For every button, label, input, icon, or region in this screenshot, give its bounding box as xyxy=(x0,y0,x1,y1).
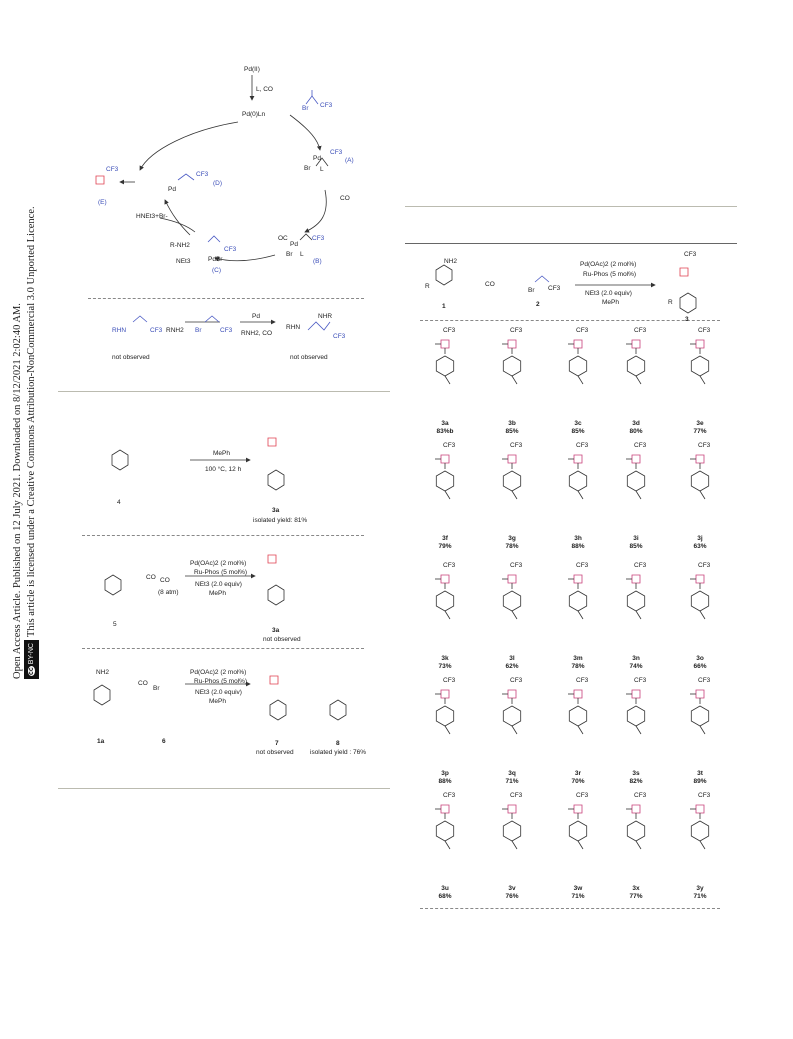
compound-label xyxy=(558,770,598,786)
compound-id: 3u xyxy=(441,885,449,892)
cf3-label: CF3 xyxy=(576,442,589,449)
compound-label xyxy=(616,655,656,671)
cf3-reagent-label: CF3 xyxy=(320,102,333,109)
compound-id: 3i xyxy=(633,535,639,542)
compound-label xyxy=(492,535,532,551)
compound-6: 6 xyxy=(162,738,166,745)
scheme-cond2: Ru-Phos (5 mol%) xyxy=(583,271,637,278)
lactam-ring xyxy=(632,575,640,583)
compound-4: 4 xyxy=(117,499,121,506)
compound-5: 5 xyxy=(113,621,117,628)
compound-yield: 77% xyxy=(629,893,643,900)
compound-id: 3g xyxy=(508,535,516,542)
benzene-ring xyxy=(436,356,453,376)
side-cf3-3: CF3 xyxy=(333,333,346,340)
cf3-label: CF3 xyxy=(698,792,711,799)
compound-label xyxy=(492,770,532,786)
cf3-c-label: CF3 xyxy=(224,246,237,253)
compound-yield: 73% xyxy=(438,663,452,670)
benzene-ring xyxy=(569,471,586,491)
compound-label xyxy=(558,420,598,436)
compound-8: 8 xyxy=(336,740,340,747)
compound-yield: 85% xyxy=(505,428,519,435)
compound-yield: 85% xyxy=(629,543,643,550)
substituent-bond xyxy=(636,726,641,734)
compound-label xyxy=(558,885,598,901)
ctrl3-co: CO xyxy=(138,680,148,687)
cf3-label: CF3 xyxy=(576,792,589,799)
lactam-ring xyxy=(632,455,640,463)
ctrl1-3a: 3a xyxy=(272,507,280,514)
substituent-bond xyxy=(512,491,517,499)
ctrl3-yield: isolated yield : 76% xyxy=(310,749,367,756)
lactam-ring xyxy=(574,805,582,813)
compound-yield: 66% xyxy=(693,663,707,670)
sidebar-line-1: Open Access Article. Published on 12 July 2021. Downloaded on 8/12/2021 2:02:40 AM. xyxy=(12,303,23,679)
scheme-br: Br xyxy=(528,287,535,294)
compound-id: 3f xyxy=(442,535,448,542)
compound-yield: 88% xyxy=(438,778,452,785)
compound-yield: 88% xyxy=(571,543,585,550)
side-rhn2: RHN xyxy=(286,324,301,331)
compound-label xyxy=(680,420,720,436)
ctrl2-notobs: not observed xyxy=(263,636,301,643)
substituent-bond xyxy=(445,491,450,499)
cf3-label: CF3 xyxy=(698,442,711,449)
compound-yield: 78% xyxy=(505,543,519,550)
pd-d-label: Pd xyxy=(168,186,176,193)
scheme-co: CO xyxy=(485,281,495,288)
compound-label xyxy=(680,655,720,671)
br-reagent-label: Br xyxy=(302,105,309,112)
substituent-bond xyxy=(636,611,641,619)
compound-label xyxy=(425,535,465,551)
br-b-label: Br xyxy=(286,251,293,258)
lco-label: L, CO xyxy=(256,86,273,93)
compound-yield: 74% xyxy=(629,663,643,670)
side-rnh2: RNH2 xyxy=(166,327,184,334)
substituent-bond xyxy=(578,376,583,384)
substituent-bond xyxy=(700,491,705,499)
benzene-ring xyxy=(436,591,453,611)
oc-label: OC xyxy=(278,235,288,242)
substituent-bond xyxy=(512,611,517,619)
lactam-ring xyxy=(441,690,449,698)
compound-id: 3o xyxy=(696,655,704,662)
cf3-label: CF3 xyxy=(510,442,523,449)
benzene-ring xyxy=(503,471,520,491)
lactam-ring xyxy=(696,340,704,348)
compound-yield: 70% xyxy=(571,778,585,785)
compound-yield: 62% xyxy=(505,663,519,670)
substituent-bond xyxy=(636,376,641,384)
benzene-ring xyxy=(569,591,586,611)
cf3-label: CF3 xyxy=(443,677,456,684)
cf3-label: CF3 xyxy=(634,677,647,684)
cf3-label: CF3 xyxy=(634,442,647,449)
side-br: Br xyxy=(195,327,202,334)
intermediate-b: (B) xyxy=(313,258,322,265)
cf3-label: CF3 xyxy=(443,562,456,569)
cf3-label: CF3 xyxy=(576,327,589,334)
cf3-label: CF3 xyxy=(576,677,589,684)
substituent-bond xyxy=(578,841,583,849)
compound-id: 3y xyxy=(696,885,704,892)
side-cf3-2: CF3 xyxy=(220,327,233,334)
compound-label xyxy=(558,655,598,671)
cf3-label: CF3 xyxy=(576,562,589,569)
cf3-label: CF3 xyxy=(698,677,711,684)
compound-label xyxy=(680,535,720,551)
substituent-bond xyxy=(445,841,450,849)
compound-label xyxy=(558,535,598,551)
benzene-ring xyxy=(691,471,708,491)
compound-id: 3n xyxy=(632,655,640,662)
ctrl3-meph: MePh xyxy=(209,698,226,705)
compound-id: 3b xyxy=(508,420,516,427)
scheme-cond1: Pd(OAc)2 (2 mol%) xyxy=(580,261,637,268)
cf3-d-label: CF3 xyxy=(196,171,209,178)
l-b-label: L xyxy=(300,251,304,258)
compound-label xyxy=(425,420,465,436)
cf3-label: CF3 xyxy=(443,442,456,449)
compound-id: 3k xyxy=(441,655,449,662)
compound-id: 3m xyxy=(573,655,583,662)
compound-id: 3d xyxy=(632,420,640,427)
compound-yield: 85% xyxy=(571,428,585,435)
amine-label: R-NH2 xyxy=(170,242,190,249)
benzene-ring xyxy=(503,821,520,841)
pd2-label: Pd(II) xyxy=(244,66,260,73)
benzene-ring xyxy=(691,591,708,611)
compound-id: 3e xyxy=(696,420,704,427)
lactam-ring xyxy=(441,340,449,348)
lactam-ring xyxy=(574,690,582,698)
compound-yield: 71% xyxy=(693,893,707,900)
benzene-ring xyxy=(436,471,453,491)
compound-id: 3a xyxy=(441,420,449,427)
ctrl3-nh2: NH2 xyxy=(96,669,110,676)
scheme-r: R xyxy=(425,283,430,290)
benzene-ring xyxy=(627,821,644,841)
lactam-ring xyxy=(574,340,582,348)
lactam-ring xyxy=(696,805,704,813)
scheme-cond3: NEt3 (2.0 equiv) xyxy=(585,290,632,297)
pdbr-label: PdBr xyxy=(208,256,223,263)
ctrl3-not7: not observed xyxy=(256,749,294,756)
cf3-label: CF3 xyxy=(698,562,711,569)
compound-label xyxy=(425,655,465,671)
compound-yield: 71% xyxy=(571,893,585,900)
ctrl2-rup: Ru-Phos (5 mol%) xyxy=(194,569,248,576)
cf3-label: CF3 xyxy=(510,677,523,684)
compound-id: 3q xyxy=(508,770,516,777)
substituent-bond xyxy=(700,726,705,734)
compound-id: 3x xyxy=(632,885,640,892)
ctrl2-atm: (8 atm) xyxy=(158,589,179,596)
sidebar-line-2: This article is licensed under a Creative Commons Attribution-NonCommercial 3.0 Unported Licence. xyxy=(25,206,37,638)
substituent-bond xyxy=(445,611,450,619)
substituent-bond xyxy=(636,491,641,499)
lactam-ring xyxy=(632,805,640,813)
substituent-bond xyxy=(578,611,583,619)
ctrl2-3a: 3a xyxy=(272,627,280,634)
compound-yield: 82% xyxy=(629,778,643,785)
ctrl1-cond: 100 °C, 12 h xyxy=(205,466,242,473)
br-a-label: Br xyxy=(304,165,311,172)
compound-yield: 78% xyxy=(571,663,585,670)
net3-label: NEt3 xyxy=(176,258,191,265)
compound-yield: 71% xyxy=(505,778,519,785)
substituent-bond xyxy=(512,726,517,734)
lactam-ring xyxy=(508,455,516,463)
compound-label xyxy=(680,770,720,786)
side-cf3-1: CF3 xyxy=(150,327,163,334)
compound-id: 3w xyxy=(573,885,583,892)
compound-yield: 79% xyxy=(438,543,452,550)
benzene-ring xyxy=(569,821,586,841)
benzene-ring xyxy=(627,706,644,726)
pd-b-label: Pd xyxy=(290,241,298,248)
lactam-ring xyxy=(441,575,449,583)
cf3-label: CF3 xyxy=(510,327,523,334)
substituent-bond xyxy=(512,376,517,384)
pd-a-label: Pd xyxy=(313,155,321,162)
compound-yield: 89% xyxy=(693,778,707,785)
cf3-a-label: CF3 xyxy=(330,149,343,156)
lactam-ring xyxy=(441,455,449,463)
compound-yield: 76% xyxy=(505,893,519,900)
compound-yield: 83%b xyxy=(436,428,454,435)
substituent-bond xyxy=(700,376,705,384)
substituent-bond xyxy=(636,841,641,849)
ctrl3-rup: Ru-Phos (5 mol%) xyxy=(194,678,248,685)
compound-id: 3v xyxy=(508,885,516,892)
compound-yield: 77% xyxy=(693,428,707,435)
intermediate-d: (D) xyxy=(213,180,223,187)
ctrl3-pd: Pd(OAc)2 (2 mol%) xyxy=(190,669,247,676)
benzene-ring xyxy=(627,591,644,611)
side-pd: Pd xyxy=(252,313,260,320)
benzene-ring xyxy=(691,356,708,376)
lactam-ring xyxy=(632,690,640,698)
benzene-ring xyxy=(436,706,453,726)
scheme-3: 3 xyxy=(685,316,689,323)
substituent-bond xyxy=(700,841,705,849)
compound-id: 3c xyxy=(574,420,582,427)
side-nhr: NHR xyxy=(318,313,333,320)
not-observed-1: not observed xyxy=(112,354,150,361)
cf3-label: CF3 xyxy=(510,792,523,799)
compound-label xyxy=(616,535,656,551)
compound-id: 3j xyxy=(697,535,703,542)
ctrl2-net3: NEt3 (2.0 equiv) xyxy=(195,581,242,588)
substituent-bond xyxy=(578,491,583,499)
cc-badge[interactable]: ccBY-NC xyxy=(24,640,39,679)
substituent-bond xyxy=(700,611,705,619)
benzene-ring xyxy=(627,471,644,491)
compound-label xyxy=(492,420,532,436)
side-rnh2co: RNH2, CO xyxy=(241,330,273,337)
cf3-b-label: CF3 xyxy=(312,235,325,242)
scheme-2: 2 xyxy=(536,301,540,308)
compound-id: 3p xyxy=(441,770,449,777)
substituent-bond xyxy=(445,726,450,734)
compound-label xyxy=(616,770,656,786)
benzene-ring xyxy=(503,591,520,611)
l-a-label: L xyxy=(320,166,324,173)
lactam-ring xyxy=(508,805,516,813)
intermediate-c: (C) xyxy=(212,267,222,274)
benzene-ring xyxy=(691,706,708,726)
cf3-e-label: CF3 xyxy=(106,166,119,173)
co-label: CO xyxy=(340,195,350,202)
lactam-ring xyxy=(696,575,704,583)
compound-yield: 63% xyxy=(693,543,707,550)
cf3-label: CF3 xyxy=(634,327,647,334)
benzene-ring xyxy=(569,706,586,726)
cf3-label: CF3 xyxy=(634,792,647,799)
compound-id: 3h xyxy=(574,535,582,542)
scheme-p-cf3: CF3 xyxy=(684,251,697,258)
compound-label xyxy=(425,770,465,786)
lactam-ring xyxy=(508,690,516,698)
compound-label xyxy=(492,885,532,901)
compound-label xyxy=(425,885,465,901)
cf3-label: CF3 xyxy=(634,562,647,569)
compound-yield: 80% xyxy=(629,428,643,435)
compound-yield: 68% xyxy=(438,893,452,900)
lactam-ring xyxy=(696,690,704,698)
lactam-ring xyxy=(632,340,640,348)
compound-7: 7 xyxy=(275,740,279,747)
compound-id: 3r xyxy=(574,770,582,777)
benzene-ring xyxy=(569,356,586,376)
intermediate-a: (A) xyxy=(345,157,354,164)
ctrl2-co: CO xyxy=(146,574,156,581)
compound-id: 3l xyxy=(509,655,515,662)
compound-1a: 1a xyxy=(97,738,105,745)
benzene-ring xyxy=(627,356,644,376)
lactam-ring xyxy=(696,455,704,463)
lactam-ring xyxy=(574,455,582,463)
ctrl3-br: Br xyxy=(153,685,160,692)
substituent-bond xyxy=(512,841,517,849)
hnet3-label: HNEt3+Br- xyxy=(136,213,168,220)
benzene-ring xyxy=(436,821,453,841)
compound-label xyxy=(616,885,656,901)
compound-label xyxy=(680,885,720,901)
ctrl1-meph: MePh xyxy=(213,450,230,457)
compound-label xyxy=(492,655,532,671)
pd0-label: Pd(0)Ln xyxy=(242,111,266,118)
scheme-cf3: CF3 xyxy=(548,285,561,292)
ctrl1-yield: isolated yield: 81% xyxy=(253,517,308,524)
side-rhn: RHN xyxy=(112,327,127,334)
lactam-ring xyxy=(441,805,449,813)
scheme-nh2: NH2 xyxy=(444,258,458,265)
lactam-ring xyxy=(574,575,582,583)
benzene-ring xyxy=(691,821,708,841)
ctrl2-meph: MePh xyxy=(209,590,226,597)
cf3-label: CF3 xyxy=(510,562,523,569)
intermediate-e: (E) xyxy=(98,199,107,206)
lactam-ring xyxy=(508,575,516,583)
benzene-ring xyxy=(503,356,520,376)
scheme-1: 1 xyxy=(442,303,446,310)
ctrl3-net3: NEt3 (2.0 equiv) xyxy=(195,689,242,696)
substituent-bond xyxy=(445,376,450,384)
substituent-bond xyxy=(578,726,583,734)
benzene-ring xyxy=(503,706,520,726)
scheme-p-r: R xyxy=(668,299,673,306)
compound-label xyxy=(616,420,656,436)
cf3-label: CF3 xyxy=(443,327,456,334)
scheme-cond4: MePh xyxy=(602,299,619,306)
not-observed-2: not observed xyxy=(290,354,328,361)
cf3-label: CF3 xyxy=(443,792,456,799)
compound-id: 3t xyxy=(697,770,703,777)
compound-id: 3s xyxy=(632,770,640,777)
cf3-label: CF3 xyxy=(698,327,711,334)
ctrl2-co-b: CO xyxy=(160,577,170,584)
lactam-ring xyxy=(508,340,516,348)
ctrl2-pd: Pd(OAc)2 (2 mol%) xyxy=(190,560,247,567)
